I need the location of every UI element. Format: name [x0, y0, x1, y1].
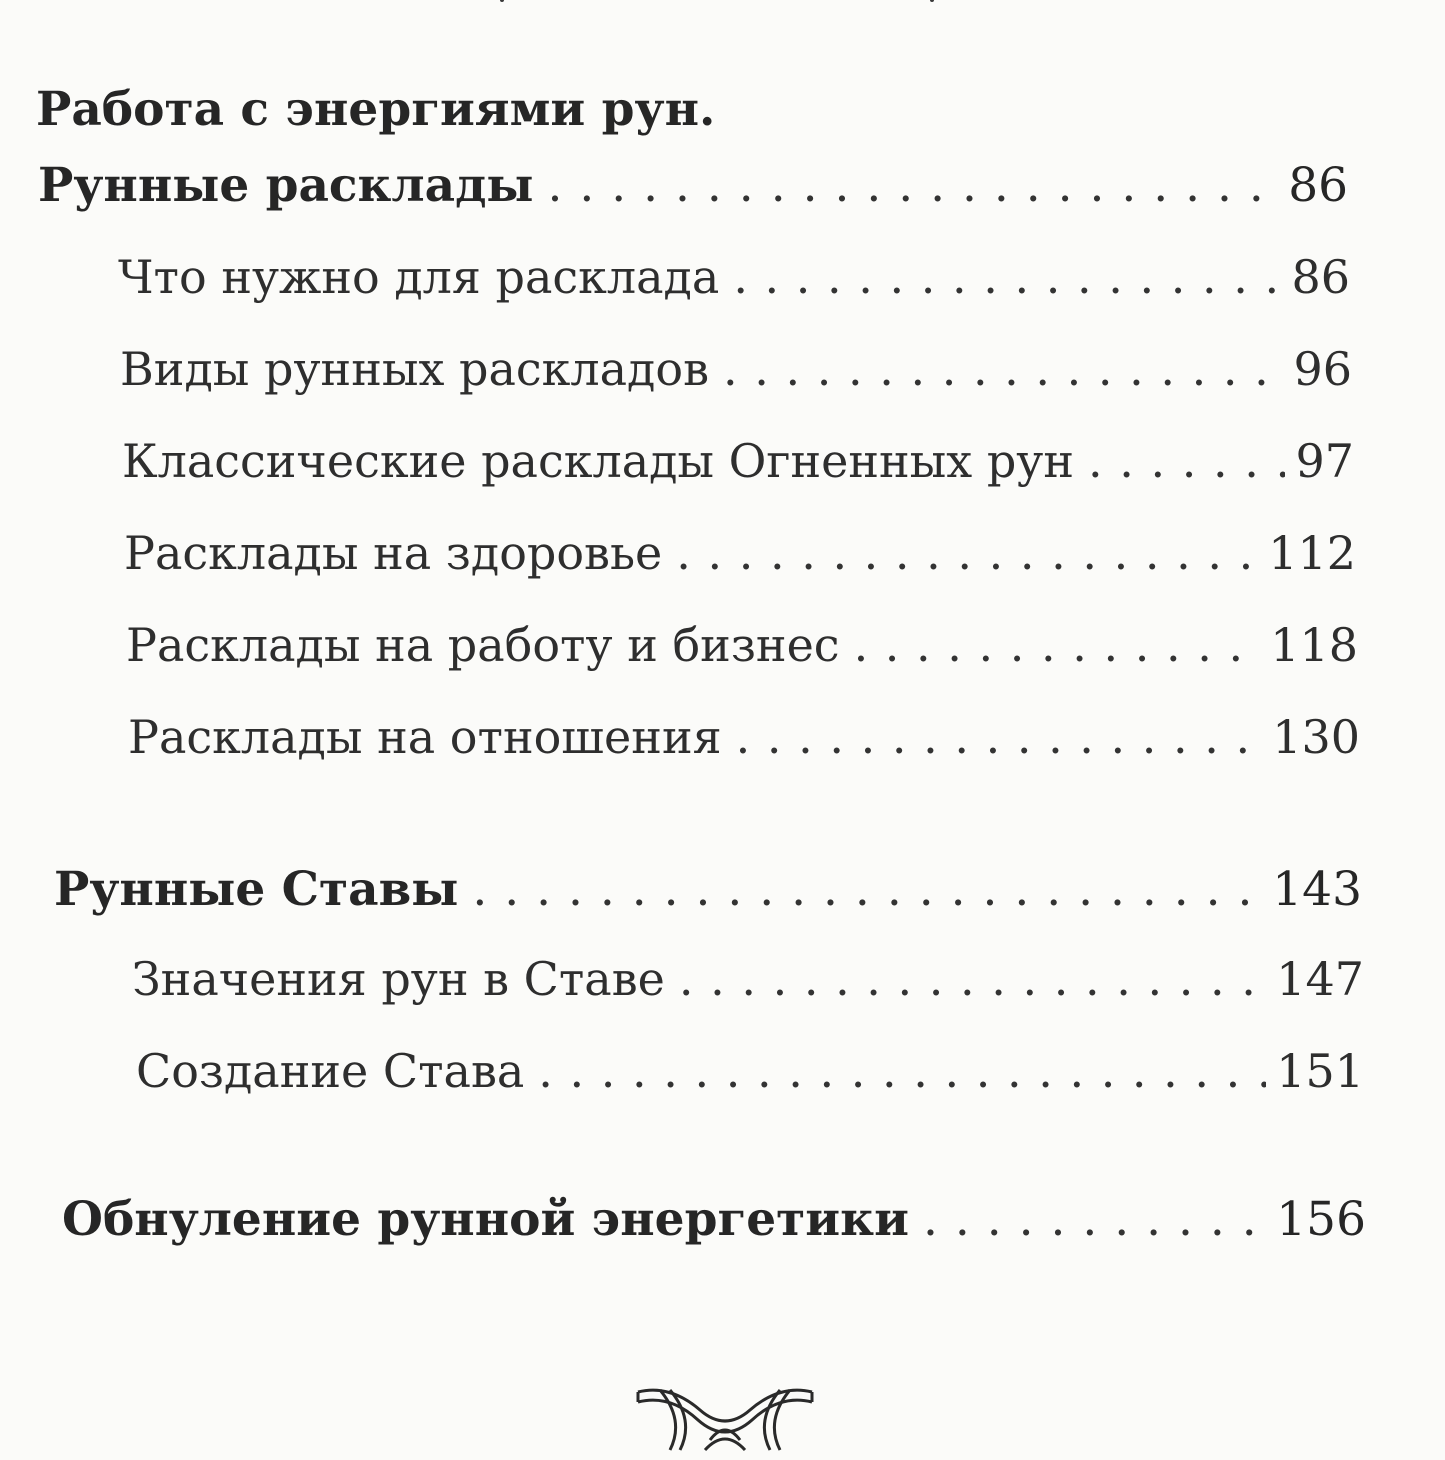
toc-entry-section[interactable]	[124, 526, 1356, 580]
toc-entry-section[interactable]	[126, 618, 1358, 672]
previous-line-fragment	[460, 0, 980, 6]
toc-entry-page: 96	[1293, 342, 1352, 396]
toc-entry-page: 86	[1291, 250, 1350, 304]
dot-leader	[736, 710, 1263, 764]
dot-leader	[923, 1192, 1266, 1247]
dot-leader	[679, 952, 1266, 1006]
toc-entry-section[interactable]	[128, 710, 1360, 764]
toc-entry-title: Значения рун в Ставе	[132, 952, 665, 1006]
toc-entry-title: Рунные расклады	[38, 158, 534, 213]
toc-entry-section[interactable]	[118, 250, 1350, 304]
toc-entry-chapter[interactable]	[38, 158, 1348, 213]
dot-leader	[538, 1044, 1266, 1098]
toc-entry-chapter[interactable]	[62, 1192, 1366, 1247]
toc-entry-title: Расклады на работу и бизнес	[126, 618, 840, 672]
toc-entry-section[interactable]	[122, 434, 1354, 488]
toc-entry-page: 156	[1276, 1192, 1366, 1247]
toc-entry-title: Расклады на здоровье	[124, 526, 663, 580]
toc-entry-page: 143	[1272, 862, 1362, 917]
toc-entry-title: Виды рунных раскладов	[120, 342, 709, 396]
toc-entry-page: 112	[1268, 526, 1356, 580]
dot-leader	[854, 618, 1261, 672]
toc-entry-page: 147	[1276, 952, 1364, 1006]
dot-leader	[472, 862, 1262, 917]
dot-leader	[548, 158, 1279, 213]
dot-leader	[1088, 434, 1285, 488]
toc-entry-section[interactable]	[132, 952, 1364, 1006]
toc-entry-page: 151	[1276, 1044, 1364, 1098]
dot-leader	[723, 342, 1283, 396]
celtic-knot-icon	[630, 1380, 820, 1460]
toc-entry-section[interactable]	[120, 342, 1352, 396]
dot-leader	[733, 250, 1281, 304]
toc-entry-page: 130	[1272, 710, 1360, 764]
toc-entry-chapter[interactable]	[54, 862, 1362, 917]
toc-entry-section[interactable]	[136, 1044, 1364, 1098]
toc-entry-title: Обнуление рунной энергетики	[62, 1192, 909, 1247]
toc-entry-title: Что нужно для расклада	[118, 250, 720, 304]
toc-entry-page: 86	[1288, 158, 1348, 213]
toc-entry-title: Создание Става	[136, 1044, 525, 1098]
dot-leader	[676, 526, 1258, 580]
toc-entry-page: 118	[1270, 618, 1358, 672]
toc-entry-page: 97	[1295, 434, 1354, 488]
toc-entry-title: Классические расклады Огненных рун	[122, 434, 1075, 488]
toc-entry-title: Рунные Ставы	[54, 862, 459, 917]
toc-entry-title: Расклады на отношения	[128, 710, 722, 764]
chapter-heading-line: Работа с энергиями рун.	[36, 82, 716, 137]
